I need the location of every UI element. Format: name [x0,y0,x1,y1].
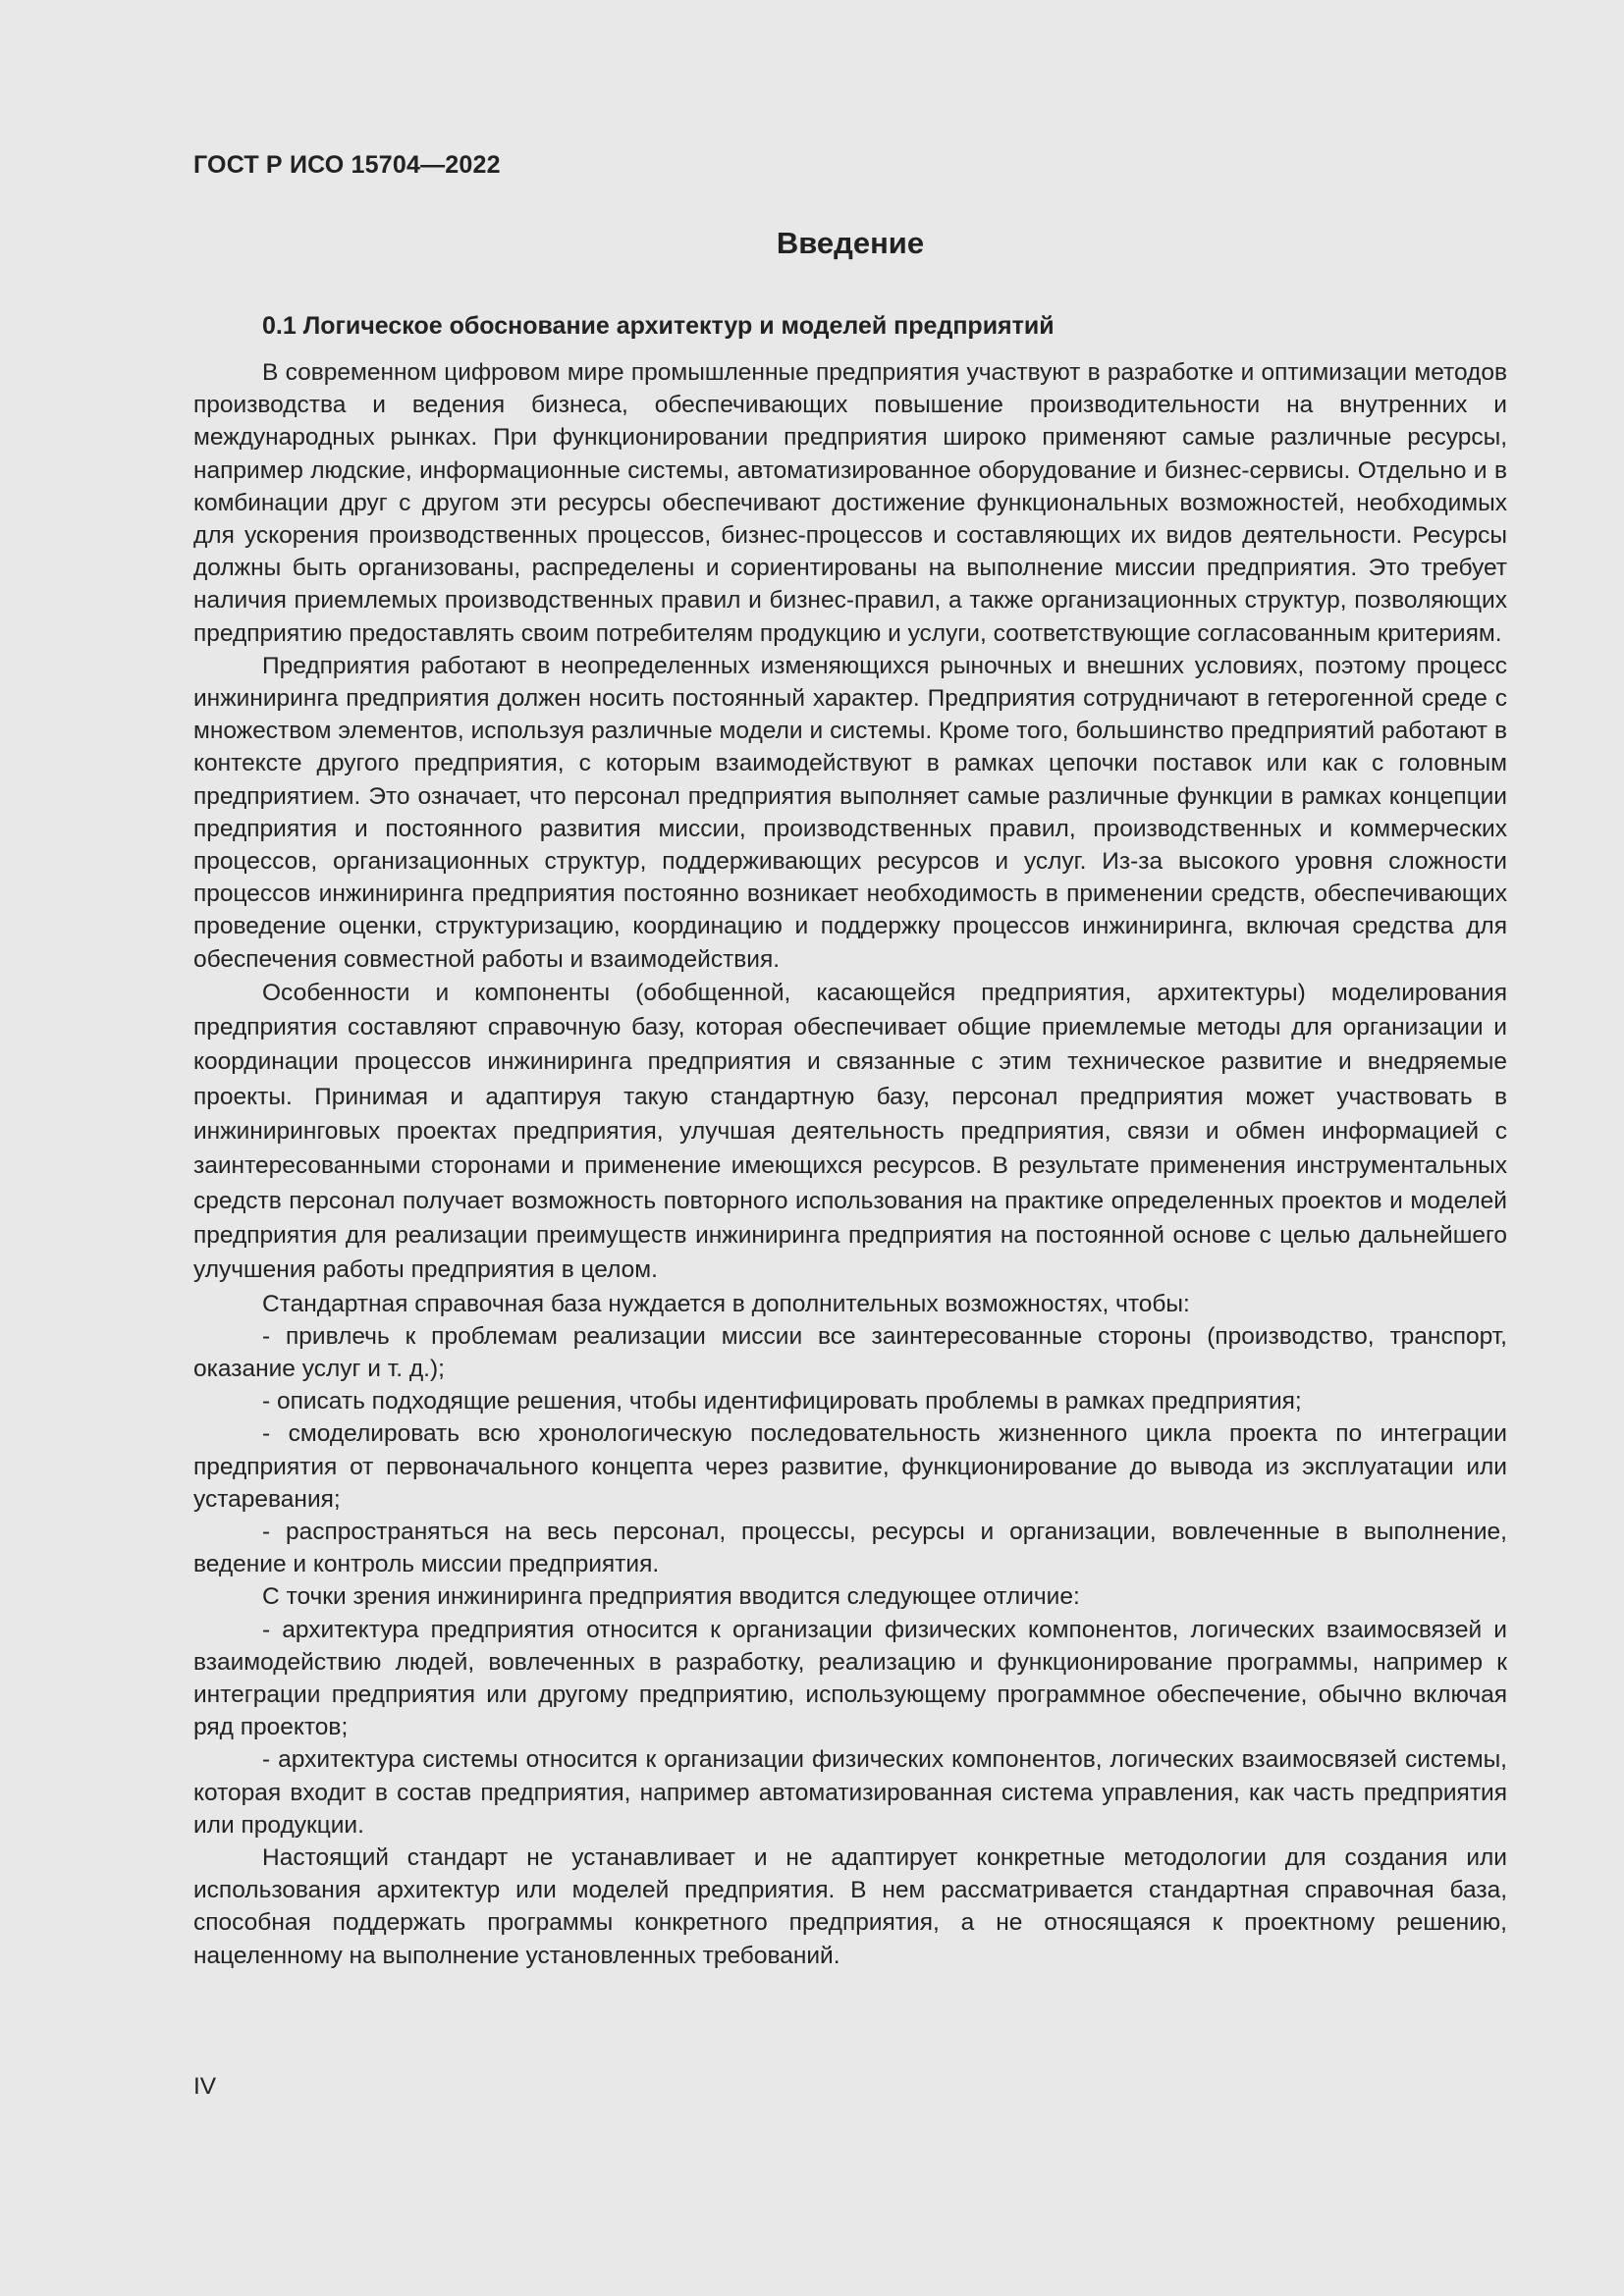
document-code-header: ГОСТ Р ИСО 15704—2022 [193,151,501,179]
page-number: IV [193,2073,217,2100]
paragraph-capabilities-intro: Стандартная справочная база нуждается в дополнительных возможностях, чтобы: [262,1290,1190,1317]
list-item-lifecycle: - смоделировать всю хронологическую последовательность жизненного цикла проекта по интеграции предприятия от первоначального концепта через развитие, функционирование до вывода из эксплуатации или устаревания; [193,1420,1507,1513]
paragraph-reference-base: Особенности и компоненты (обобщенной, касающейся предприятия, архитектуры) моделирования предприятия составляют справочную базу, которая обеспечивает общие приемлемые методы для организации и координации процессов инжиниринга предприятия и связанные с этим техническое развитие и внедряемые проекты. Принимая и адаптируя такую стандартную базу, персонал предприятия может участвовать в инжиниринговых проектах предприятия, улучшая деятельность предприятия, связи и обмен информацией с заинтересованными сторонами и применение имеющихся ресурсов. В результате применения инструментальных средств персонал получает возможность повторного использования на практике определенных проектов и моделей предприятия для реализации преимуществ инжиниринга предприятия на постоянной основе с целью дальнейшего улучшения работы предприятия в целом. [193,979,1507,1284]
list-item-solutions: - описать подходящие решения, чтобы идентифицировать проблемы в рамках предприятия; [262,1388,1302,1415]
list-item-stakeholders: - привлечь к проблемам реализации миссии все заинтересованные стороны (производство, транспорт, оказание услуг и т. д.); [193,1322,1507,1382]
section-title: Введение [776,226,925,260]
body-text [193,356,1507,1972]
paragraph-uncertain-conditions: Предприятия работают в неопределенных изменяющихся рыночных и внешних условиях, поэтому процесс инжиниринга предприятия должен носить постоянный характер. Предприятия сотрудничают в гетерогенной среде с множеством элементов, используя различные модели и системы. Кроме того, большинство предприятий работают в контексте другого предприятия, с которым взаимодействуют в рамках цепочки поставок или как с головным предприятием. Это означает, что персонал предприятия выполняет самые различные функции в рамках концепции предприятия и постоянного развития миссии, производственных правил, производственных и коммерческих процессов, организационных структур, поддерживающих ресурсов и услуг. Из-за высокого уровня сложности процессов инжиниринга предприятия постоянно возникает необходимость в применении средств, обеспечивающих проведение оценки, структуризацию, координацию и поддержку процессов инжиниринга, включая средства для обеспечения совместной работы и взаимодействия. [193,652,1507,973]
subsection-title: 0.1 Логическое обоснование архитектур и моделей предприятий [262,312,1055,340]
list-item-system-architecture: - архитектура системы относится к организации физических компонентов, логических взаимосвязей системы, которая входит в состав предприятия, например автоматизированная система управления, как часть предприятия или продукции. [193,1746,1507,1839]
paragraph-scope: Настоящий стандарт не устанавливает и не адаптирует конкретные методологии для создания или использования архитектур или моделей предприятия. В нем рассматривается стандартная справочная база, способная поддержать программы конкретного предприятия, а не относящаяся к проектному решению, нацеленному на выполнение установленных требований. [193,1843,1507,1969]
paragraph-distinction-intro: С точки зрения инжиниринга предприятия вводится следующее отличие: [262,1583,1080,1611]
paragraph-rationale: В современном цифровом мире промышленные предприятия участвуют в разработке и оптимизации методов производства и ведения бизнеса, обеспечивающих повышение производительности на внутренних и международных рынках. При функционировании предприятия широко применяют самые различные ресурсы, например людские, информационные системы, автоматизированное оборудование и бизнес-сервисы. Отдельно и в комбинации друг с другом эти ресурсы обеспечивают достижение функциональных возможностей, необходимых для ускорения производственных процессов, бизнес-процессов и составляющих их видов деятельности. Ресурсы должны быть организованы, распределены и сориентированы на выполнение миссии предприятия. Это требует наличия приемлемых производственных правил и бизнес-правил, а также организационных структур, позволяющих предприятию предоставлять своим потребителям продукцию и услуги, соответствующие согласованным критериям. [193,359,1507,647]
list-item-personnel: - распространяться на весь персонал, процессы, ресурсы и организации, вовлеченные в выполнение, ведение и контроль миссии предприятия. [193,1518,1507,1578]
list-item-enterprise-architecture: - архитектура предприятия относится к организации физических компонентов, логических взаимосвязей и взаимодействию людей, вовлеченных в разработку, реализацию и функционирование программы, например к интеграции предприятия или другому предприятию, использующему программное обеспечение, обычно включая ряд проектов; [193,1616,1507,1741]
